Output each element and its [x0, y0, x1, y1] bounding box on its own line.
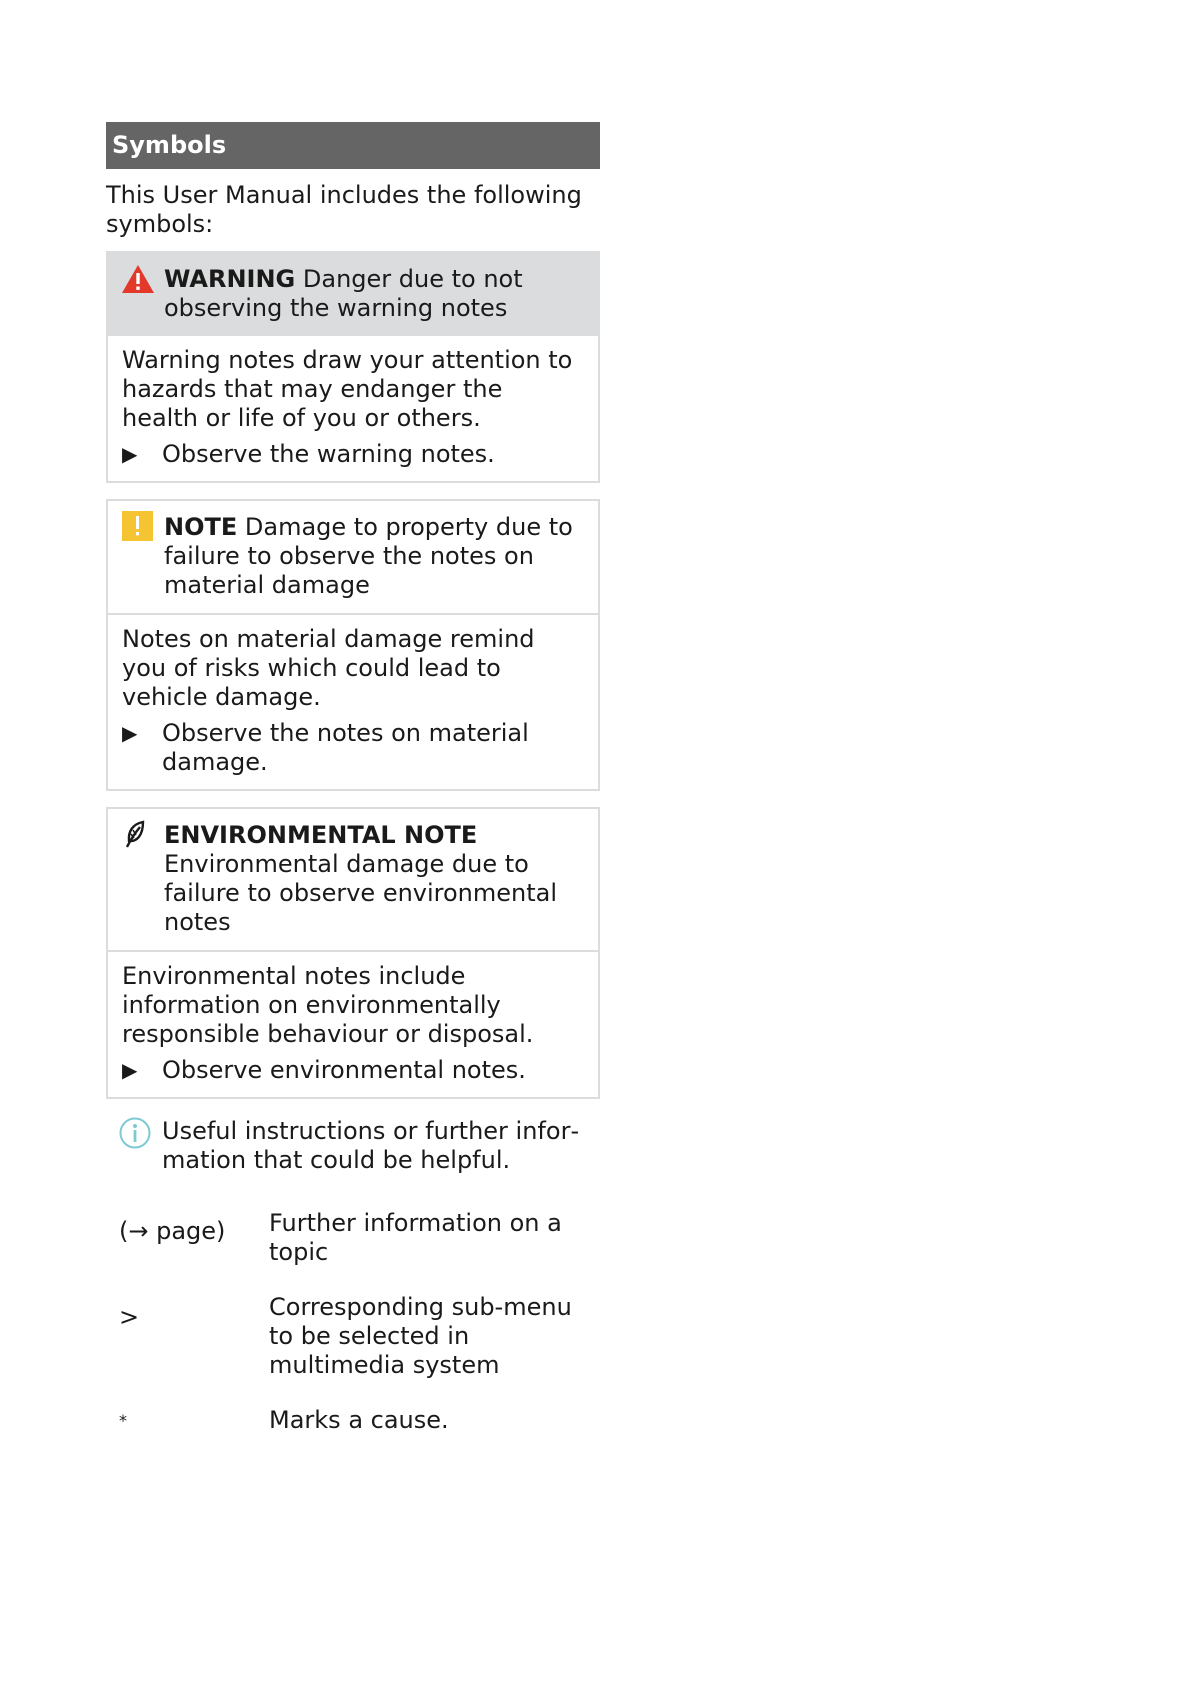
environmental-body — [108, 952, 598, 1097]
symbol-row — [106, 1293, 600, 1380]
warning-body — [108, 336, 598, 481]
step-arrow-icon: ▶ — [122, 721, 138, 745]
symbols-section — [106, 122, 600, 1461]
step-arrow-icon: ▶ — [122, 1058, 138, 1082]
note-heading — [108, 501, 598, 615]
info-circle-icon — [119, 1117, 153, 1149]
symbol-description: Further information on a topic — [269, 1209, 562, 1266]
symbol-cell: * — [119, 1411, 127, 1430]
warning-heading — [108, 253, 598, 336]
symbol-cell: (→ page) — [119, 1217, 226, 1245]
environmental-step-text: Observe environmental notes. — [162, 1056, 526, 1084]
info-note — [106, 1103, 600, 1175]
note-body — [108, 615, 598, 789]
step-arrow-icon: ▶ — [122, 442, 138, 466]
environmental-heading-text: Environmental damage due to failure to observe environmental notes — [164, 850, 558, 936]
note-body-text: Notes on material damage remind you of risks which could lead to vehicle damage. — [122, 625, 535, 711]
environmental-body-text: Environmental notes include information on environmentally responsible behaviour or disposal. — [122, 962, 534, 1048]
warning-step-text: Observe the warning notes. — [162, 440, 495, 468]
note-label: NOTE — [164, 513, 238, 541]
environmental-heading — [108, 809, 598, 952]
symbol-cell: > — [119, 1303, 140, 1331]
warning-label: WARNING — [164, 265, 296, 293]
note-box — [106, 499, 600, 791]
environmental-step — [122, 1056, 584, 1085]
environmental-box — [106, 807, 600, 1099]
environmental-label: ENVIRONMENTAL NOTE — [164, 821, 478, 849]
symbol-row — [106, 1209, 600, 1267]
symbol-description: Marks a cause. — [269, 1406, 449, 1434]
section-title: Symbols — [106, 122, 600, 169]
exclamation-square-icon — [121, 511, 155, 543]
leaf-icon — [121, 819, 155, 851]
note-heading-text: Damage to property due to failure to observe the notes on material damage — [164, 513, 573, 599]
symbol-description: Corresponding sub-menu to be selected in multimedia system — [269, 1293, 572, 1379]
warning-body-text: Warning notes draw your attention to hazards that may endanger the health or life of you or others. — [122, 346, 573, 432]
warning-step — [122, 440, 584, 469]
note-step — [122, 719, 584, 777]
symbol-row — [106, 1406, 600, 1435]
note-step-text: Observe the notes on material damage. — [162, 719, 529, 776]
intro-text: This User Manual includes the following symbols: — [106, 181, 582, 238]
info-text: Useful instructions or further information that could be helpful. — [162, 1117, 580, 1174]
symbol-table — [106, 1209, 600, 1435]
warning-triangle-icon — [121, 263, 155, 295]
warning-box — [106, 251, 600, 483]
warning-heading-text: Danger due to not observing the warning notes — [164, 265, 523, 322]
